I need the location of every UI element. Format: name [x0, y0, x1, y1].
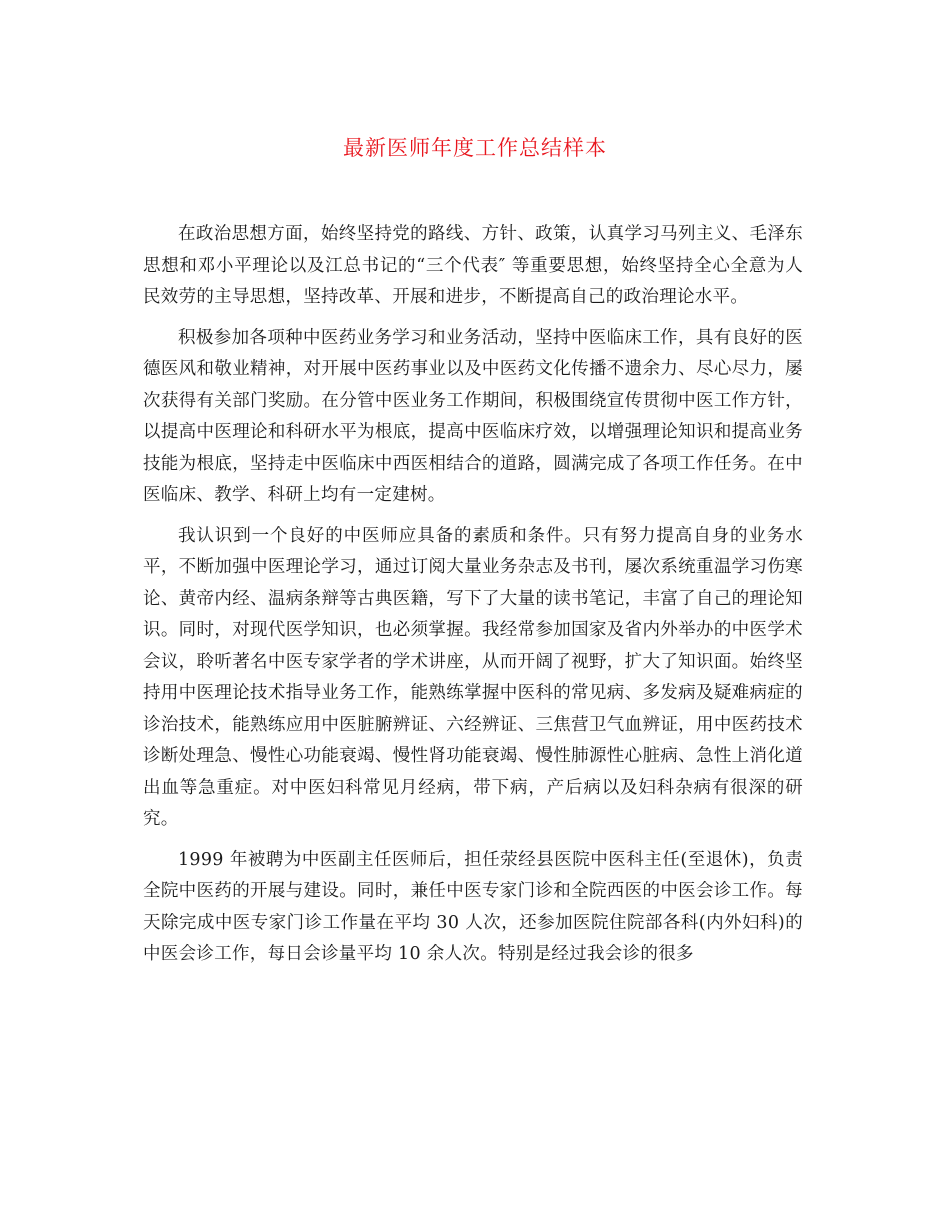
paragraph-tcm-activities: 积极参加各项种中医药业务学习和业务活动，坚持中医临床工作，具有良好的医德医风和敬业精神，对开展中医药事业以及中医药文化传播不遗余力、尽心尽力，屡次获得有关部门奖励。在分管中医业务工作期间，积极围绕宣传贯彻中医工作方针，以提高中医理论和科研水平为根底，提高中医临床疗效，以增强理论知识和提高业务技能为根底，坚持走中医临床中西医相结合的道路，圆满完成了各项工作任务。在中医临床、教学、科研上均有一定建树。 — [143, 327, 803, 505]
paragraph-political-thought: 在政治思想方面，始终坚持党的路线、方针、政策，认真学习马列主义、毛泽东思想和邓小平理论以及江总书记的“三个代表″ 等重要思想，始终坚持全心全意为人民效劳的主导思想，坚持改革、开展和进步，不断提高自己的政治理论水平。 — [143, 224, 803, 307]
document-title: 最新医师年度工作总结样本 — [343, 136, 607, 160]
paragraph-professional-study: 我认识到一个良好的中医师应具备的素质和条件。只有努力提高自身的业务水平，不断加强中医理论学习，通过订阅大量业务杂志及书刊，屡次系统重温学习伤寒论、黄帝内经、温病条辩等古典医籍，写下了大量的读书笔记，丰富了自己的理论知识。同时，对现代医学知识，也必须掌握。我经常参加国家及省内外举办的中医学术会议，聆听著名中医专家学者的学术讲座，从而开阔了视野，扩大了知识面。始终坚持用中医理论技术指导业务工作，能熟练掌握中医科的常见病、多发病及疑难病症的诊治技术，能熟练应用中医脏腑辨证、六经辨证、三焦营卫气血辨证，用中医药技术诊断处理急、慢性心功能衰竭、慢性肾功能衰竭、慢性肺源性心脏病、急性上消化道出血等急重症。对中医妇科常见月经病，带下病，产后病以及妇科杂病有很深的研究。 — [143, 525, 803, 829]
document-body — [143, 219, 803, 980]
paragraph-career-1999: 1999 年被聘为中医副主任医师后，担任荥经县医院中医科主任(至退休)，负责全院中医药的开展与建设。同时，兼任中医专家门诊和全院西医的中医会诊工作。每天除完成中医专家门诊工作量在平均 30 人次，还参加医院住院部各科(内外妇科)的中医会诊工作，每日会诊量平均 10 余人次。特别是经过我会诊的很多 — [143, 849, 803, 964]
